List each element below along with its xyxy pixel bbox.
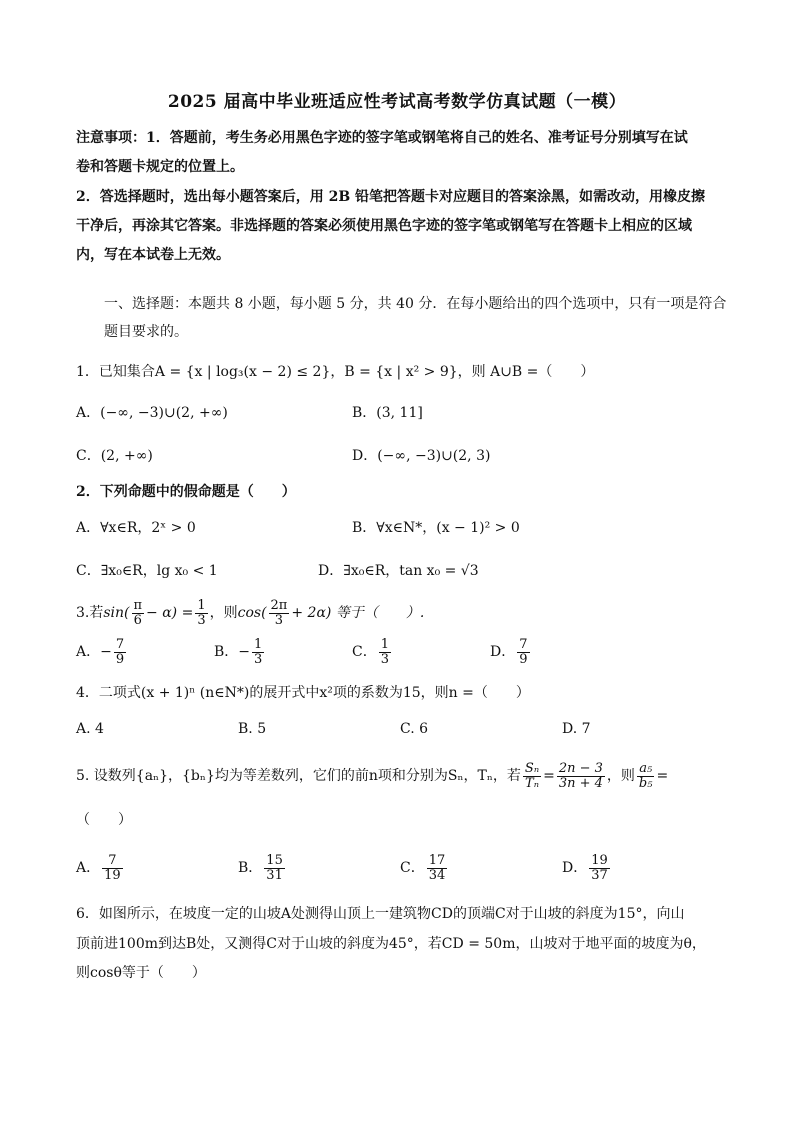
question-5-option-a: [76, 852, 125, 884]
fraction-numerator: 15: [266, 852, 283, 868]
question-3-option-b: [214, 636, 266, 668]
question-5-answer-paren: （ ）: [76, 812, 132, 828]
question-3-option-d: [490, 636, 532, 668]
question-3-mid-1: − α) =: [146, 605, 194, 621]
question-3-fraction-2pi-3: [269, 599, 290, 628]
question-4-option-c: C. 6: [400, 721, 429, 737]
question-6-line-2: 顶前进100m到达B处，又测得C对于山坡的斜度为45°，若CD = 50m，山坡对于地平面的坡度为θ，: [76, 936, 706, 952]
question-3-option-c: [352, 636, 393, 668]
question-5-fraction-s-t: [523, 762, 541, 791]
option-fraction: [264, 854, 285, 883]
option-fraction: [252, 638, 264, 667]
question-3-mid-2: ，则: [209, 605, 238, 621]
question-3-tail: + 2α) 等于（ ）.: [291, 605, 425, 621]
question-1-option-b: B．(3, 11]: [352, 405, 423, 421]
fraction-numerator: 1: [197, 597, 206, 613]
fraction-numerator: 7: [102, 854, 123, 869]
fraction-numerator: 17: [428, 852, 446, 868]
page-title: 2025 届高中毕业班适应性考试高考数学仿真试题（一模）: [167, 92, 627, 112]
option-label: D．: [490, 644, 516, 660]
question-5-fraction-ratio: [557, 762, 605, 791]
notice-line-4: 干净后，再涂其它答案。非选择题的答案必须使用黑色字迹的签字笔或钢笔写在答题卡上相应的区域: [76, 218, 692, 234]
question-6-line-1: 6．如图所示，在坡度一定的山坡A处测得山顶上一建筑物CD的顶端C对于山坡的斜度为15°，向山: [76, 906, 685, 922]
fraction-numerator: a₅: [637, 762, 655, 777]
option-label: A．: [76, 644, 101, 660]
fraction-numerator: 2π: [270, 597, 288, 613]
option-label: C．: [352, 644, 377, 660]
question-5-mid: ，则: [606, 768, 635, 784]
notice-line-1: 注意事项：1．答题前，考生务必用黑色字迹的签字笔或钢笔将自己的姓名、准考证号分别填写在试: [76, 130, 688, 146]
question-5-option-d: [562, 852, 612, 884]
fraction-denominator: 3: [254, 651, 263, 667]
question-4-option-a: A. 4: [76, 721, 104, 737]
option-fraction: [102, 854, 123, 883]
question-5-option-b: [238, 852, 287, 884]
fraction-denominator: 31: [266, 867, 283, 883]
question-5-stem-text: 5. 设数列{aₙ}，{bₙ}均为等差数列，它们的前n项和分别为Sₙ，Tₙ，若: [76, 768, 521, 784]
question-2-option-d: D．∃x₀∈R，tan x₀ = √3: [318, 563, 479, 579]
section-heading-line-2: 题目要求的。: [104, 324, 188, 340]
question-5-fraction-a5-b5: [637, 762, 655, 791]
option-sign: −: [238, 644, 251, 660]
question-6-line-3: 则cosθ等于（ ）: [76, 965, 206, 981]
fraction-denominator: 19: [104, 867, 121, 883]
fraction-numerator: 19: [591, 852, 608, 868]
question-3-prefix: 3.若: [76, 605, 104, 621]
fraction-denominator: 9: [115, 651, 125, 667]
option-fraction: [114, 638, 126, 667]
question-3-fraction-1-3: [195, 599, 207, 628]
question-1-option-d: D．(−∞, −3)∪(2, 3): [352, 448, 491, 464]
question-5-equals: =: [543, 768, 555, 784]
notice-line-3: 2．答选择题时，选出每小题答案后，用 2B 铅笔把答题卡对应题目的答案涂黑，如需改动，用橡皮擦: [76, 189, 706, 205]
question-4-option-b: B. 5: [238, 721, 267, 737]
fraction-denominator: Tₙ: [525, 775, 539, 791]
option-fraction: [427, 854, 448, 883]
fraction-denominator: 3: [197, 612, 206, 628]
fraction-denominator: 9: [519, 651, 528, 667]
notice-line-5: 内，写在本试卷上无效。: [76, 247, 230, 263]
question-2-option-c: C．∃x₀∈R，lg x₀ < 1: [76, 563, 218, 579]
fraction-denominator: 3: [274, 612, 284, 628]
question-3-fraction-pi-6: [132, 599, 145, 628]
fraction-denominator: b₅: [638, 775, 653, 791]
question-3-cos: cos(: [237, 605, 267, 621]
fraction-denominator: 6: [133, 612, 142, 628]
notice-line-2: 卷和答题卡规定的位置上。: [76, 159, 244, 175]
option-fraction: [517, 638, 529, 667]
option-sign: −: [100, 644, 112, 660]
question-1-option-c: C．(2, +∞): [76, 448, 153, 464]
question-5-option-c: [400, 852, 449, 884]
question-4-option-d: D. 7: [562, 721, 591, 737]
option-label: B．: [238, 860, 263, 876]
option-label: C．: [400, 860, 425, 876]
fraction-denominator: 3n + 4: [558, 775, 603, 791]
option-label: D．: [562, 860, 588, 876]
fraction-numerator: 7: [519, 636, 528, 652]
fraction-numerator: 7: [115, 636, 125, 652]
fraction-denominator: 34: [428, 867, 446, 883]
option-fraction: [379, 638, 391, 667]
section-heading-line-1: 一、选择题：本题共 8 小题，每小题 5 分，共 40 分．在每小题给出的四个选项中，只有一项是符合: [104, 296, 727, 312]
option-label: A．: [76, 860, 101, 876]
question-3-sin: sin(: [103, 605, 130, 621]
question-4-stem: 4．二项式(x + 1)ⁿ (n∈N*)的展开式中x²项的系数为15，则n =（ ）: [76, 685, 530, 701]
question-2-option-a: A．∀x∈R，2ˣ > 0: [76, 520, 196, 536]
fraction-numerator: 1: [380, 636, 389, 652]
fraction-denominator: 37: [591, 867, 608, 883]
fraction-numerator: Sₙ: [524, 760, 540, 776]
option-fraction: [589, 854, 610, 883]
option-label: B．: [214, 644, 239, 660]
question-2-stem: 2．下列命题中的假命题是（ ）: [76, 484, 296, 500]
fraction-denominator: 3: [380, 651, 389, 667]
question-5-end: =: [656, 768, 669, 784]
question-2-option-b: B．∀x∈N*，(x − 1)² > 0: [352, 520, 520, 536]
fraction-numerator: 2n − 3: [558, 760, 603, 776]
fraction-numerator: π: [133, 597, 143, 613]
fraction-numerator: 1: [254, 636, 263, 652]
question-5-stem: [76, 760, 668, 792]
question-3-stem: [76, 598, 424, 628]
question-1-stem: 1．已知集合A = {x | log₃(x − 2) ≤ 2}，B = {x | x² > 9}，则 A∪B =（ ）: [76, 364, 595, 380]
question-1-option-a: A．(−∞, −3)∪(2, +∞): [76, 405, 228, 421]
question-3-option-a: [76, 636, 128, 668]
